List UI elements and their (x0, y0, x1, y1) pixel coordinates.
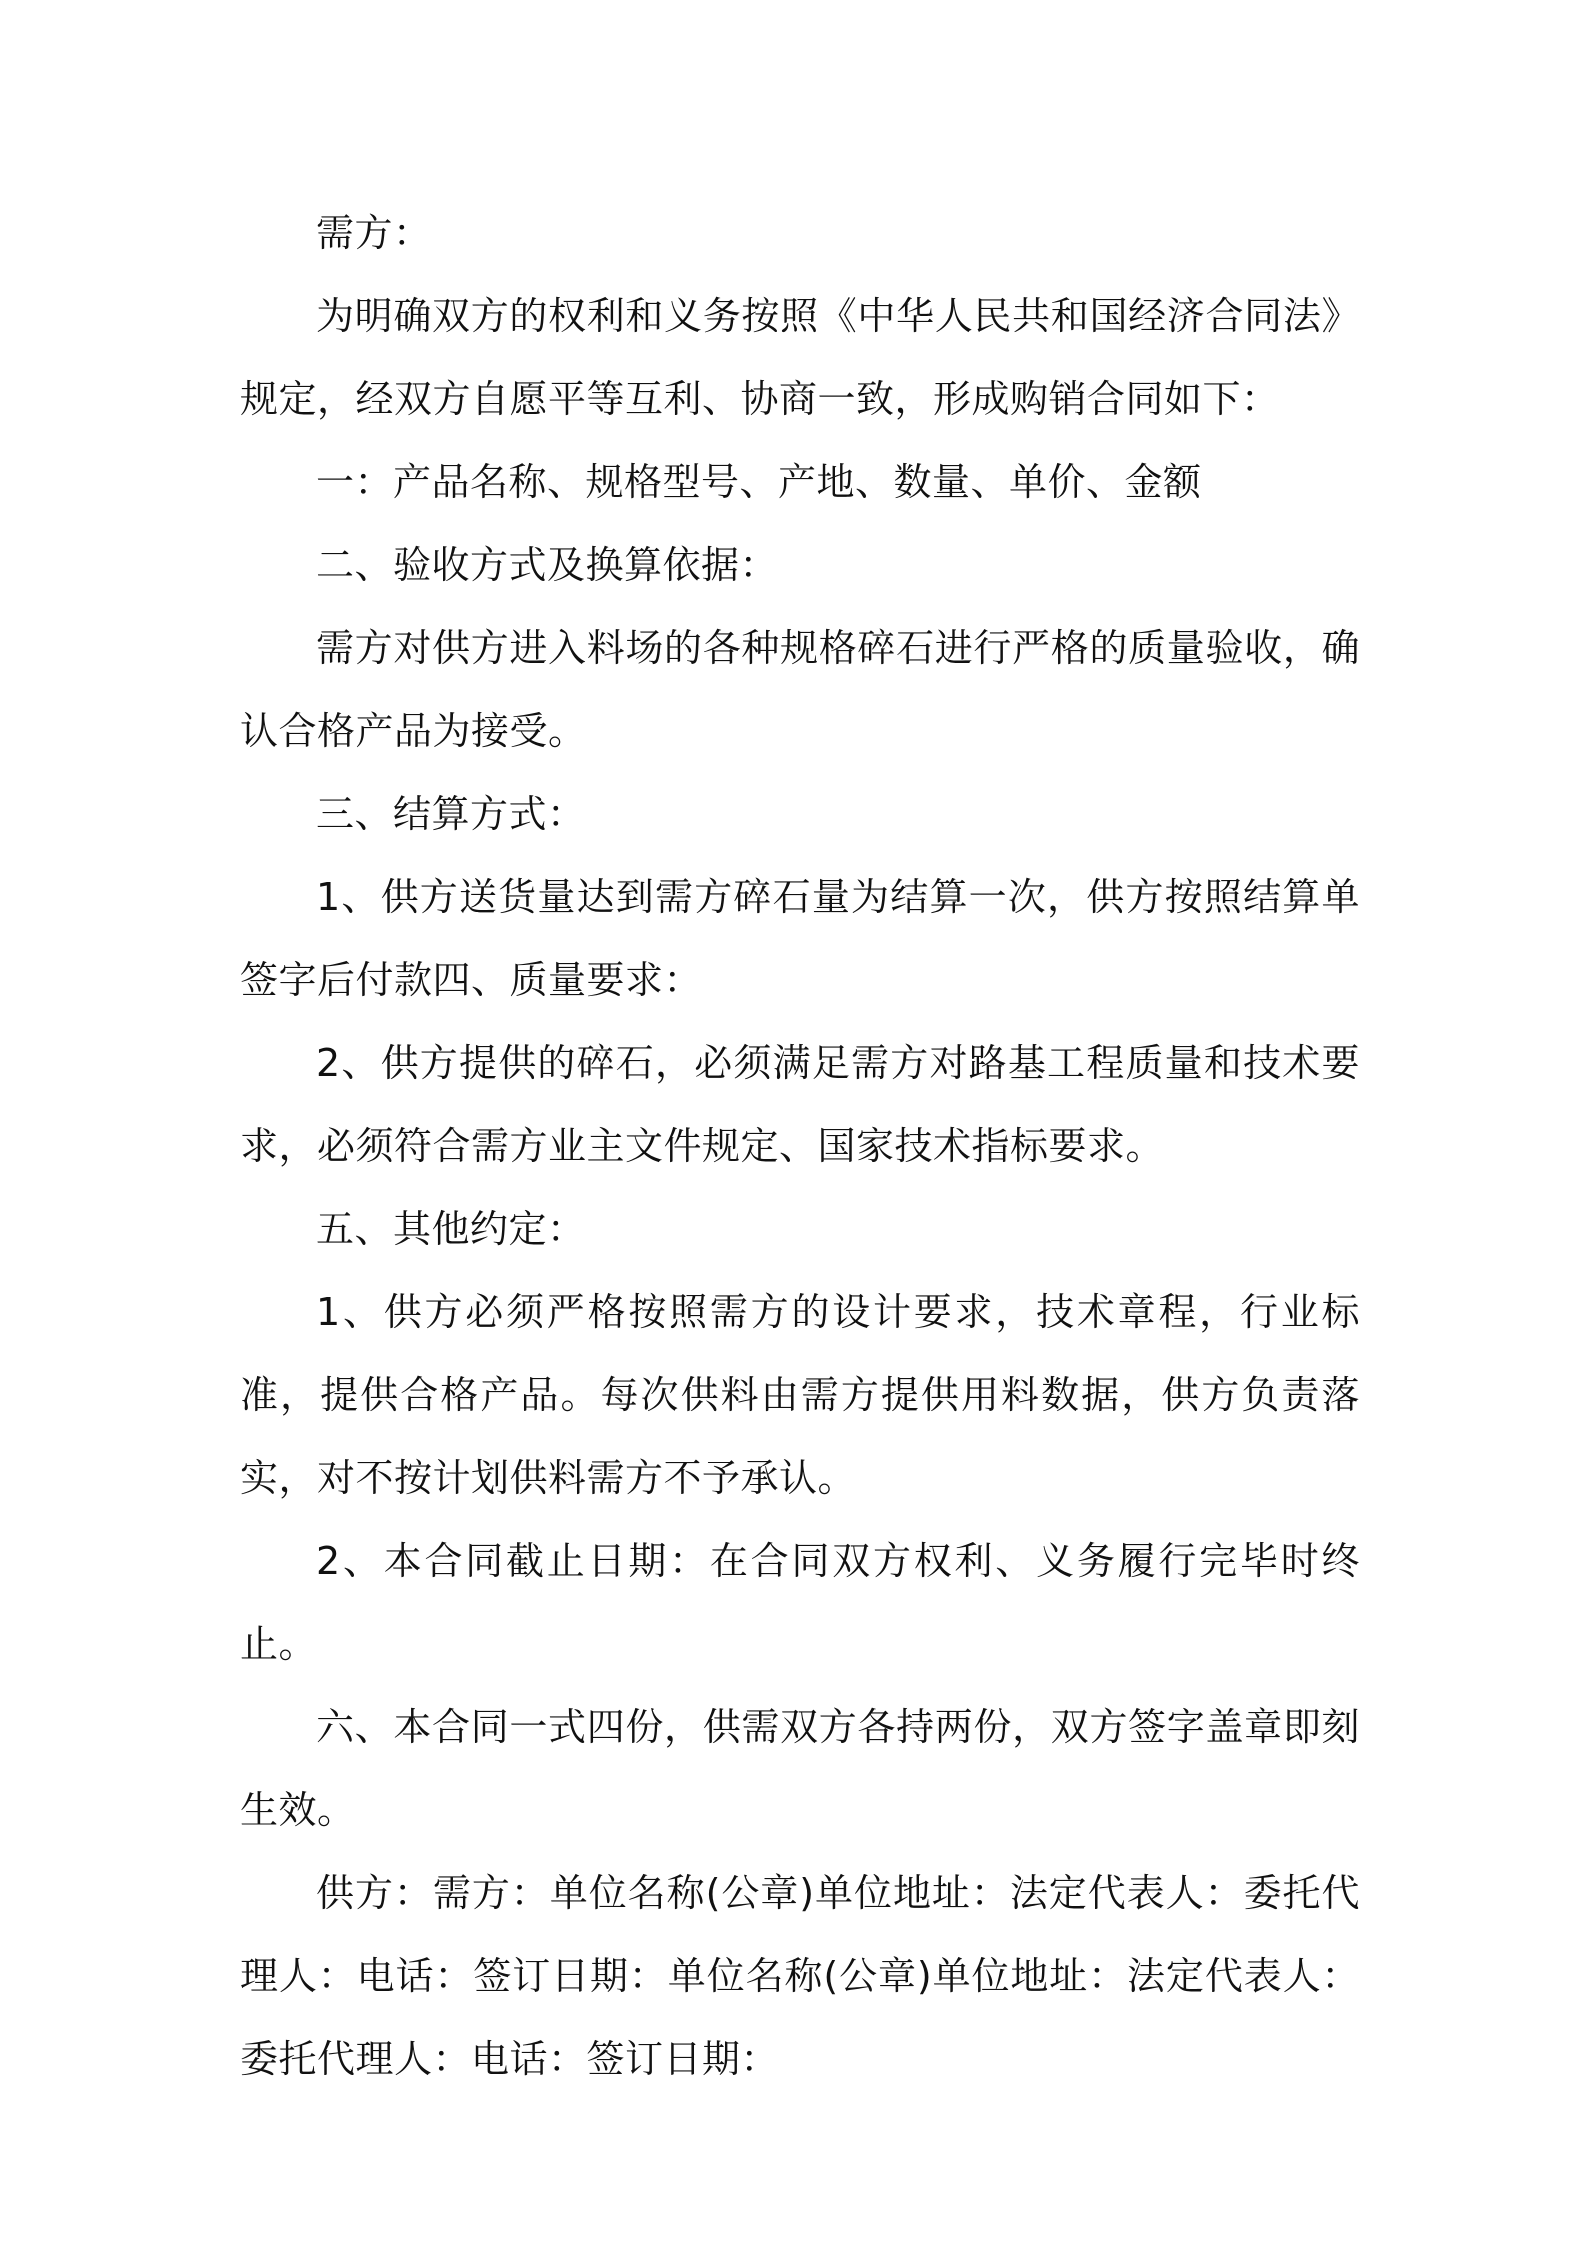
contract-body (240, 192, 1360, 2101)
paragraph-other-2: 2、本合同截止日期：在合同双方权利、义务履行完毕时终止。 (240, 1539, 1360, 1666)
paragraph-section-2: 二、验收方式及换算依据： (316, 543, 779, 587)
paragraph-preamble: 为明确双方的权利和义务按照《中华人民共和国经济合同法》规定，经双方自愿平等互利、协商一致，形成购销合同如下： (240, 294, 1360, 421)
paragraph-section-1: 一：产品名称、规格型号、产地、数量、单价、金额 (316, 460, 1202, 504)
paragraph-settlement-1: 1、供方送货量达到需方碎石量为结算一次，供方按照结算单签字后付款四、质量要求： (240, 875, 1360, 1002)
paragraph-signature-block: 供方：需方：单位名称(公章)单位地址：法定代表人：委托代理人：电话：签订日期：单位名称(公章)单位地址：法定代表人：委托代理人：电话：签订日期： (240, 1871, 1360, 2081)
paragraph-inspection: 需方对供方进入料场的各种规格碎石进行严格的质量验收，确认合格产品为接受。 (240, 626, 1360, 753)
paragraph-section-6: 六、本合同一式四份，供需双方各持两份，双方签字盖章即刻生效。 (240, 1705, 1360, 1832)
paragraph-section-3: 三、结算方式： (316, 792, 586, 836)
paragraph-section-5: 五、其他约定： (316, 1207, 586, 1251)
paragraph-buyer-label: 需方： (316, 211, 432, 255)
paragraph-quality-2: 2、供方提供的碎石，必须满足需方对路基工程质量和技术要求，必须符合需方业主文件规定、国家技术指标要求。 (240, 1041, 1360, 1168)
paragraph-other-1: 1、供方必须严格按照需方的设计要求，技术章程，行业标准，提供合格产品。每次供料由需方提供用料数据，供方负责落实，对不按计划供料需方不予承认。 (240, 1290, 1360, 1500)
